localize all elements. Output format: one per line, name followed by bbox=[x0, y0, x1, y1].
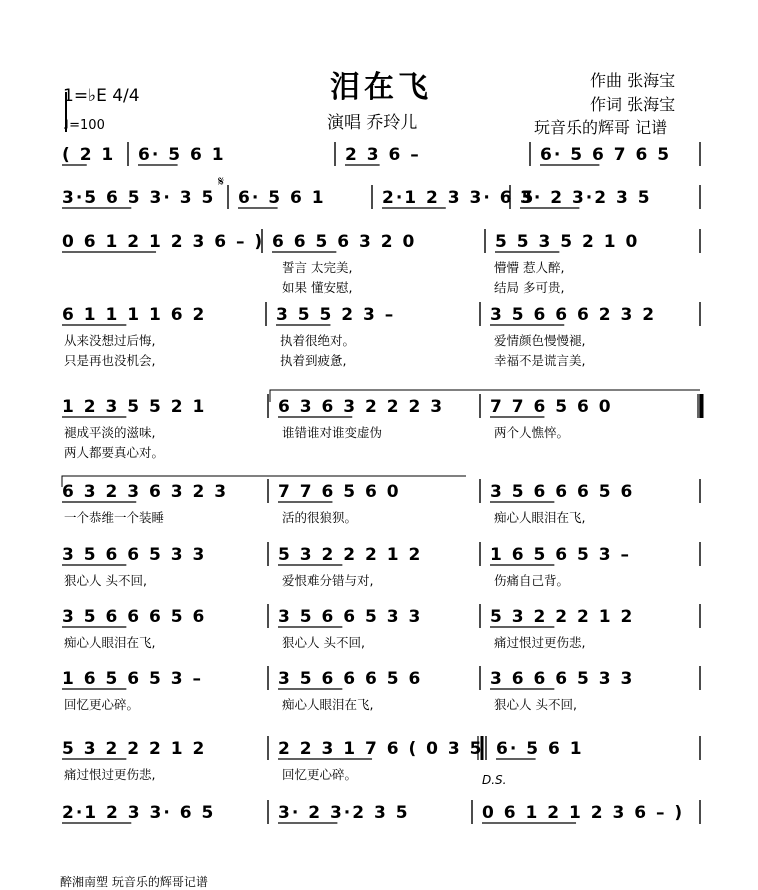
tempo-marking: ♩=100 bbox=[63, 118, 105, 133]
notes-measure-group: 6 1 1 1 1 6 2 bbox=[62, 305, 207, 325]
lyrics-verse-1: 爱情颜色慢慢褪, bbox=[494, 333, 586, 348]
notes-measure-group: 2·1 2 3 3· 6 5 bbox=[62, 803, 216, 823]
lyrics-verse-2: 结局 多可贵, bbox=[494, 280, 565, 295]
lyrics-verse-1: 伤痛自己背。 bbox=[494, 573, 570, 588]
lyrics-verse-1: 痴心人眼泪在飞, bbox=[494, 510, 586, 525]
notes-measure-group: 3 5 6 6 5 3 3 bbox=[278, 607, 423, 627]
lyrics-verse-1: 痴心人眼泪在飞, bbox=[64, 635, 156, 650]
notes-measure-group: 1 2 3 5 5 2 1 bbox=[62, 397, 207, 417]
notes-measure-group: 6· 5 6 7 6 5 bbox=[540, 145, 672, 165]
notes-measure-group: 6· 5 6 1 bbox=[238, 188, 326, 208]
lyrics-verse-2: 执着到疲惫, bbox=[280, 353, 347, 368]
notes-measure-group: 6· 5 6 1 bbox=[496, 739, 584, 759]
lyrics-verse-1: 懵懵 惹人醉, bbox=[494, 260, 565, 275]
notes-measure-group: 2 3 6 – bbox=[345, 145, 421, 165]
notes-measure-group: 3· 2 3·2 3 5 bbox=[520, 188, 652, 208]
ds-marking: D.S. bbox=[482, 773, 507, 787]
notes-measure-group: 6 3 6 3 2 2 2 3 bbox=[278, 397, 445, 417]
lyrics-verse-2: 如果 懂安慰, bbox=[282, 280, 353, 295]
notes-measure-group: 6 6 5 6 3 2 0 bbox=[272, 232, 417, 252]
notes-measure-group: 3 5 6 6 6 5 6 bbox=[278, 669, 423, 689]
lyrics-verse-1: 狠心人 头不回, bbox=[494, 697, 577, 712]
lyrics-verse-1: 褪成平淡的滋味, bbox=[64, 425, 156, 440]
notes-measure-group: 7 7 6 5 6 0 bbox=[278, 482, 401, 502]
notes-measure-group: 5 5 3 5 2 1 0 bbox=[495, 232, 640, 252]
notes-measure-group: 1 6 5 6 5 3 – bbox=[490, 545, 631, 565]
lyrics-verse-1: 痛过恨过更伤悲, bbox=[494, 635, 586, 650]
key-signature: 1=♭E 4/4 bbox=[63, 86, 140, 106]
lyrics-verse-1: 爱恨难分错与对, bbox=[282, 573, 374, 588]
notes-measure-group: 3· 2 3·2 3 5 bbox=[278, 803, 410, 823]
transcriber-credit: 玩音乐的辉哥 记谱 bbox=[534, 118, 668, 137]
notes-measure-group: ( 2 1 bbox=[62, 145, 116, 165]
notes-measure-group: 0 6 1 2 1 2 3 6 – ) bbox=[482, 803, 685, 823]
lyrics-verse-1: 一个恭维一个装睡 bbox=[64, 510, 165, 525]
lyrics-verse-2: 幸福不是谎言美, bbox=[494, 353, 586, 368]
singer-credit: 演唱 乔玲儿 bbox=[327, 113, 418, 133]
notes-measure-group: 6 3 2 3 6 3 2 3 bbox=[62, 482, 229, 502]
notes-measure-group: 5 3 2 2 2 1 2 bbox=[278, 545, 423, 565]
lyrics-verse-1: 狠心人 头不回, bbox=[64, 573, 147, 588]
segno-icon: 𝄋 bbox=[218, 174, 225, 190]
notes-measure-group: 3 5 6 6 5 3 3 bbox=[62, 545, 207, 565]
notes-measure-group: 6· 5 6 1 bbox=[138, 145, 226, 165]
lyrics-verse-2: 只是再也没机会, bbox=[64, 353, 156, 368]
notes-measure-group: 3 5 5 2 3 – bbox=[276, 305, 396, 325]
lyrics-verse-1: 狠心人 头不回, bbox=[282, 635, 365, 650]
notes-measure-group: 0 6 1 2 1 2 3 6 – ) bbox=[62, 232, 265, 252]
lyrics-verse-1: 执着很绝对。 bbox=[280, 333, 356, 348]
lyrics-verse-1: 从来没想过后悔, bbox=[64, 333, 156, 348]
notes-measure-group: 3 5 6 6 6 2 3 2 bbox=[490, 305, 657, 325]
notes-measure-group: 1 6 5 6 5 3 – bbox=[62, 669, 203, 689]
composer-credit: 作曲 张海宝 bbox=[590, 71, 676, 90]
footer-credit: 醉湘南塑 玩音乐的辉哥记谱 bbox=[60, 875, 208, 889]
notes-measure-group: 5 3 2 2 2 1 2 bbox=[62, 739, 207, 759]
notes-measure-group: 3 5 6 6 6 5 6 bbox=[490, 482, 635, 502]
notes-measure-group: 2 2 3 1 7 6 ( 0 3 5 bbox=[278, 739, 484, 759]
notes-measure-group: 5 3 2 2 2 1 2 bbox=[490, 607, 635, 627]
lyrics-verse-1: 回忆更心碎。 bbox=[282, 767, 358, 782]
notes-measure-group: 2·1 2 3 3· 6 5 bbox=[382, 188, 536, 208]
lyrics-verse-1: 痴心人眼泪在飞, bbox=[282, 697, 374, 712]
song-title: 泪在飞 bbox=[330, 70, 432, 105]
notes-measure-group: 3·5 6 5 3· 3 5 bbox=[62, 188, 216, 208]
lyricist-credit: 作词 张海宝 bbox=[590, 95, 676, 114]
lyrics-verse-1: 谁错谁对谁变虚伪 bbox=[282, 425, 383, 440]
lyrics-verse-1: 痛过恨过更伤悲, bbox=[64, 767, 156, 782]
lyrics-verse-1: 誓言 太完美, bbox=[282, 260, 353, 275]
notes-measure-group: 3 6 6 6 5 3 3 bbox=[490, 669, 635, 689]
lyrics-verse-1: 活的很狼狈。 bbox=[282, 510, 358, 525]
lyrics-verse-1: 回忆更心碎。 bbox=[64, 697, 140, 712]
notes-measure-group: 3 5 6 6 6 5 6 bbox=[62, 607, 207, 627]
notes-measure-group: 7 7 6 5 6 0 bbox=[490, 397, 613, 417]
lyrics-verse-1: 两个人憔悴。 bbox=[494, 425, 570, 440]
lyrics-verse-2: 两人都要真心对。 bbox=[64, 445, 165, 460]
